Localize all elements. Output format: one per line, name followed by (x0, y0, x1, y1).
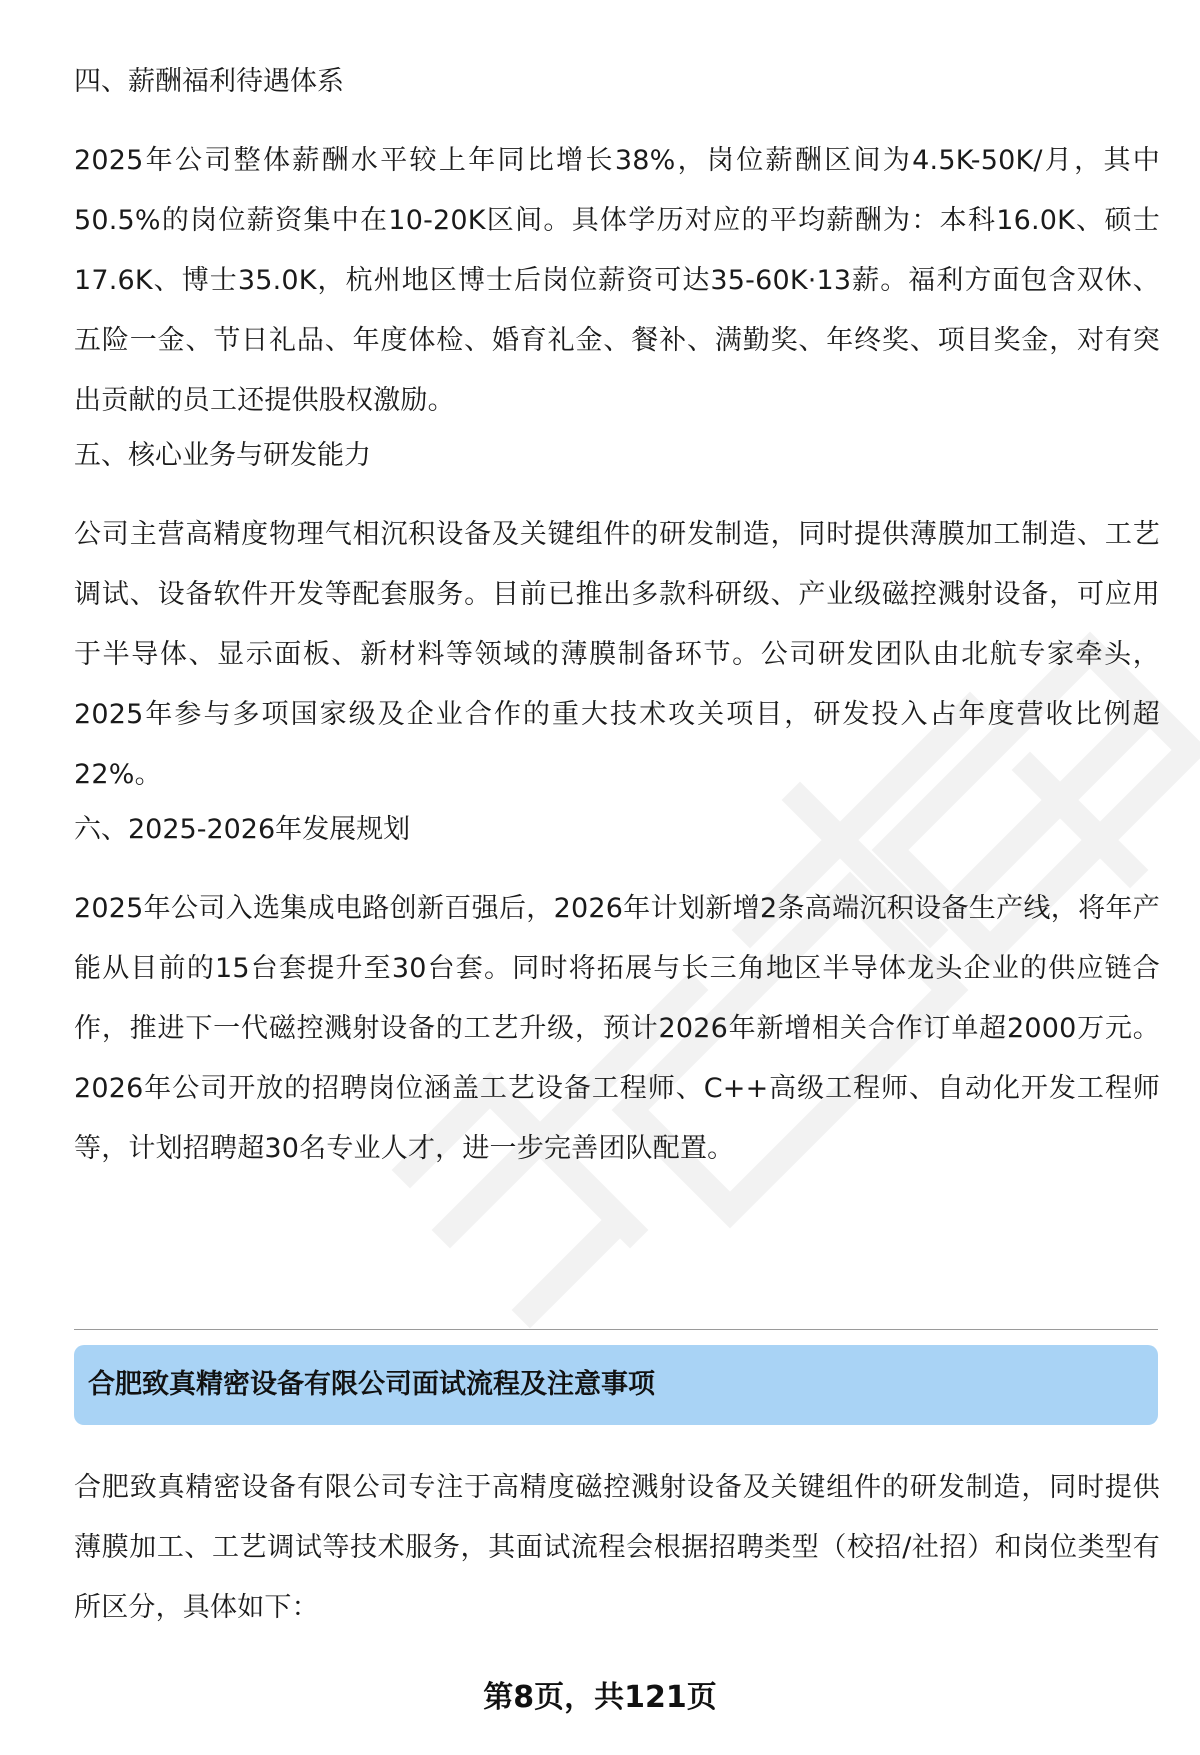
section-body-core-business: 公司主营高精度物理气相沉积设备及关键组件的研发制造，同时提供薄膜加工制造、工艺调试、设备软件开发等配套服务。目前已推出多款科研级、产业级磁控溅射设备，可应用于半导体、显示面板、新材料等领域的薄膜制备环节。公司研发团队由北航专家牵头，2025年参与多项国家级及企业合作的重大技术攻关项目，研发投入占年度营收比例超22%。 (74, 519, 1160, 790)
interview-intro-paragraph: 合肥致真精密设备有限公司专注于高精度磁控溅射设备及关键组件的研发制造，同时提供薄膜加工、工艺调试等技术服务，其面试流程会根据招聘类型（校招/社招）和岗位类型有所区分，具体如下： (74, 1472, 1160, 1623)
section-heading-development-plan: 六、2025-2026年发展规划 (74, 814, 411, 845)
section-heading-core-business: 五、核心业务与研发能力 (74, 440, 371, 471)
interview-section-banner (74, 1345, 1158, 1425)
section-body-development-plan: 2025年公司入选集成电路创新百强后，2026年计划新增2条高端沉积设备生产线，将年产能从目前的15台套提升至30台套。同时将拓展与长三角地区半导体龙头企业的供应链合作，推进下一代磁控溅射设备的工艺升级，预计2026年新增相关合作订单超2000万元。2026年公司开放的招聘岗位涵盖工艺设备工程师、C++高级工程师、自动化开发工程师等，计划招聘超30名专业人才，进一步完善团队配置。 (74, 893, 1160, 1164)
banner-title: 合肥致真精密设备有限公司面试流程及注意事项 (88, 1369, 655, 1400)
page-number: 第8页，共121页 (483, 1680, 717, 1715)
section-heading-compensation: 四、薪酬福利待遇体系 (74, 66, 344, 97)
section-body-compensation: 2025年公司整体薪酬水平较上年同比增长38%，岗位薪酬区间为4.5K-50K/月，其中50.5%的岗位薪资集中在10-20K区间。具体学历对应的平均薪酬为：本科16.0K、硕士17.6K、博士35.0K，杭州地区博士后岗位薪资可达35-60K·13薪。福利方面包含双休、五险一金、节日礼品、年度体检、婚育礼金、餐补、满勤奖、年终奖、项目奖金，对有突出贡献的员工还提供股权激励。 (74, 145, 1160, 416)
section-divider (74, 1329, 1158, 1330)
